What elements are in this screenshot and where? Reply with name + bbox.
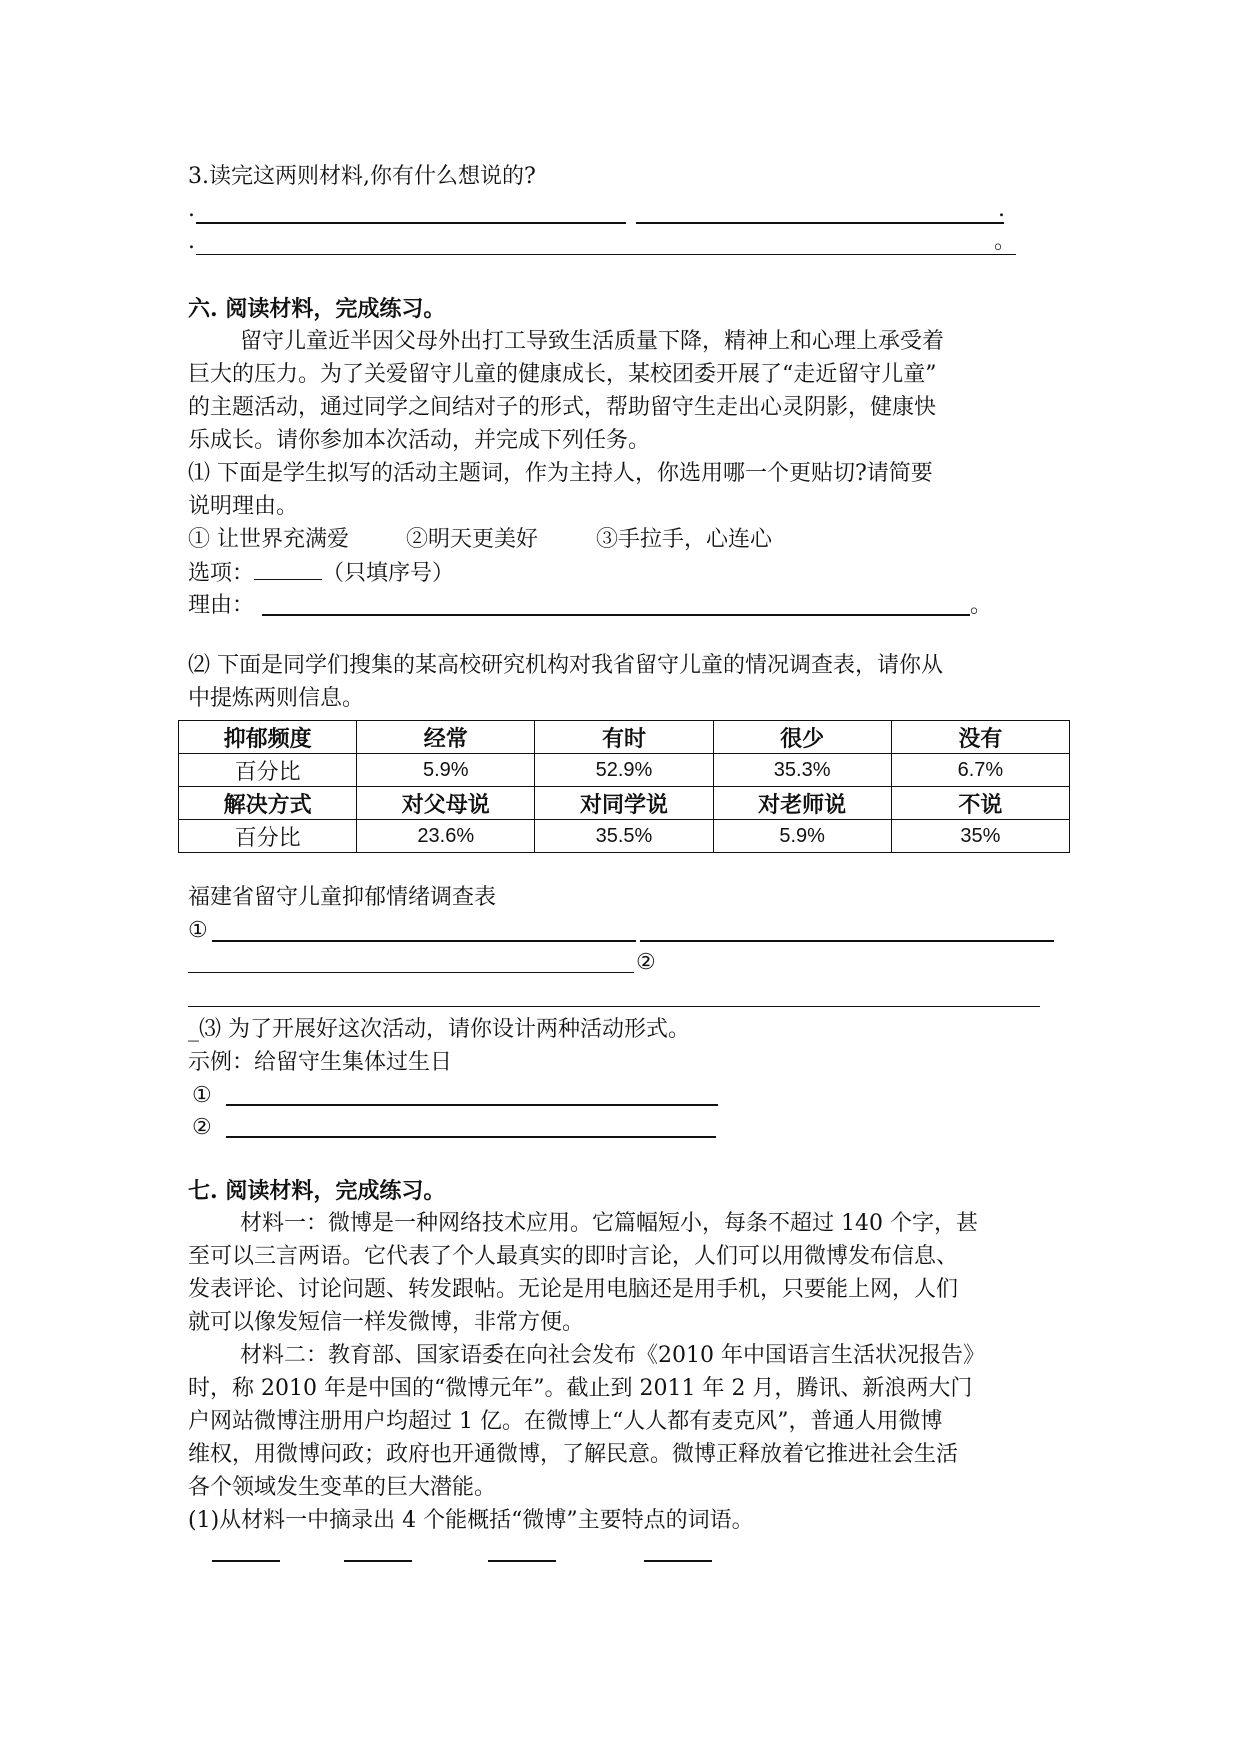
choice-blank[interactable] [254, 559, 322, 580]
word-blank-2[interactable] [344, 1560, 412, 1562]
question-6-3: _⑶ 为了开展好这次活动，请你设计两种活动形式。 [188, 1017, 690, 1042]
table-row [179, 754, 1070, 787]
table-row [179, 721, 1070, 754]
form-mark-2: ② [192, 1115, 212, 1140]
table-cell: 经常 [357, 721, 535, 754]
info-blank-1c[interactable] [188, 972, 634, 973]
table-cell: 35.5% [535, 820, 713, 853]
material-2-line-5: 各个领域发生变革的巨大潜能。 [188, 1475, 497, 1500]
table-cell: 没有 [891, 721, 1069, 754]
table-cell: 35% [891, 820, 1069, 853]
table-cell: 35.3% [713, 754, 891, 787]
table-cell: 6.7% [891, 754, 1069, 787]
answer-line-2-end: 。 [994, 229, 1017, 254]
info-blank-2[interactable] [188, 1006, 1040, 1007]
answer-line-1a [196, 222, 626, 224]
table-cell: 不说 [891, 787, 1069, 820]
table-row-label: 抑郁频度 [179, 721, 357, 754]
material-2-line-4: 维权，用微博问政；政府也开通微博，了解民意。微博正释放着它推进社会生活 [188, 1442, 959, 1467]
material-2-line-2: 时，称 2010 年是中国的“微博元年”。截止到 2011 年 2 月，腾讯、新浪两大门 [188, 1376, 973, 1401]
survey-table [178, 720, 1070, 853]
answer-line-2-start: . [188, 229, 195, 254]
info-blank-1a[interactable] [212, 940, 636, 942]
section-6-para-line-1: 留守儿童近半因父母外出打工导致生活质量下降，精神上和心理上承受着 [240, 329, 945, 354]
info-blank-1b[interactable] [640, 940, 1054, 942]
material-1-line-2: 至可以三言两语。它代表了个人最真实的即时言论，人们可以用微博发布信息、 [188, 1244, 959, 1269]
table-cell: 有时 [535, 721, 713, 754]
reason-blank[interactable] [262, 614, 970, 616]
option-1: ① 让世界充满爱 [188, 527, 349, 552]
table-row-label: 百分比 [179, 754, 357, 787]
question-3: 3.读完这两则材料,你有什么想说的? [188, 164, 536, 189]
table-cell: 23.6% [357, 820, 535, 853]
choice-note: （只填序号） [322, 561, 455, 586]
table-row-label: 百分比 [179, 820, 357, 853]
form-mark-1: ① [192, 1083, 212, 1108]
table-cell: 5.9% [713, 820, 891, 853]
table-row-label: 解决方式 [179, 787, 357, 820]
example: 示例：给留守生集体过生日 [188, 1050, 453, 1075]
table-cell: 很少 [713, 721, 891, 754]
answer-line-1b [636, 222, 1004, 224]
info-mark-2: ② [636, 950, 656, 975]
answer-line-1-start: . [188, 197, 195, 222]
table-row [179, 820, 1070, 853]
table-cell: 对同学说 [535, 787, 713, 820]
table-caption: 福建省留守儿童抑郁情绪调查表 [188, 885, 497, 910]
section-6-para-line-4: 乐成长。请你参加本次活动，并完成下列任务。 [188, 428, 651, 453]
material-1-line-3: 发表评论、讨论问题、转发跟帖。无论是用电脑还是用手机，只要能上网，人们 [188, 1277, 959, 1302]
material-2-line-1: 材料二：教育部、国家语委在向社会发布《2010 年中国语言生活状况报告》 [240, 1343, 985, 1368]
form-blank-2[interactable] [226, 1136, 716, 1138]
choice-label: 选项： [188, 561, 255, 586]
word-blank-3[interactable] [488, 1560, 556, 1562]
question-6-1-line-1: ⑴ 下面是学生拟写的活动主题词，作为主持人，你选用哪一个更贴切?请简要 [188, 461, 933, 486]
reason-label: 理由： [188, 593, 255, 618]
word-blank-4[interactable] [644, 1560, 712, 1562]
info-mark-1: ① [188, 918, 208, 943]
table-cell: 对父母说 [357, 787, 535, 820]
table-cell: 5.9% [357, 754, 535, 787]
option-3: ③手拉手，心连心 [596, 527, 773, 552]
answer-line-1-end: . [998, 197, 1005, 222]
option-2: ②明天更美好 [406, 527, 539, 552]
section-6-para-line-3: 的主题活动，通过同学之间结对子的形式，帮助留守生走出心灵阴影，健康快 [188, 395, 937, 420]
table-row [179, 787, 1070, 820]
choice-row [188, 559, 454, 588]
form-blank-1[interactable] [226, 1104, 718, 1106]
question-7-1: (1)从材料一中摘录出 4 个能概括“微博”主要特点的词语。 [188, 1508, 754, 1533]
question-6-1-line-2: 说明理由。 [188, 494, 299, 519]
word-blank-1[interactable] [212, 1560, 280, 1562]
section-6-heading: 六. 阅读材料，完成练习。 [188, 296, 446, 322]
section-7-heading: 七. 阅读材料，完成练习。 [188, 1178, 446, 1204]
table-cell: 对老师说 [713, 787, 891, 820]
question-6-2-line-2: 中提炼两则信息。 [188, 686, 365, 711]
material-1-line-1: 材料一：微博是一种网络技术应用。它篇幅短小，每条不超过 140 个字，甚 [240, 1211, 978, 1236]
reason-end: 。 [970, 593, 993, 618]
answer-line-2 [196, 254, 1016, 255]
section-6-para-line-2: 巨大的压力。为了关爱留守儿童的健康成长，某校团委开展了“走近留守儿童” [188, 362, 937, 387]
question-6-2-line-1: ⑵ 下面是同学们搜集的某高校研究机构对我省留守儿童的情况调查表，请你从 [188, 653, 943, 678]
table-cell: 52.9% [535, 754, 713, 787]
material-1-line-4: 就可以像发短信一样发微博，非常方便。 [188, 1310, 585, 1335]
material-2-line-3: 户网站微博注册用户均超过 1 亿。在微博上“人人都有麦克风”，普通人用微博 [188, 1409, 943, 1434]
